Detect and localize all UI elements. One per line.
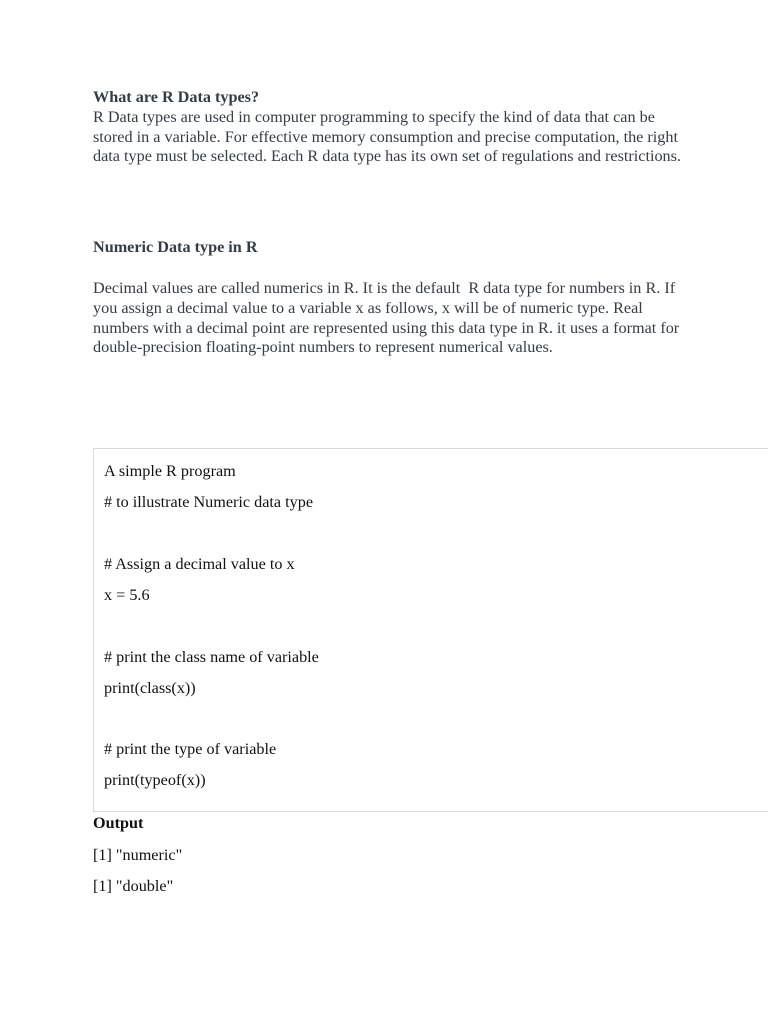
section-heading: What are R Data types? — [93, 88, 260, 106]
code-line: A simple R program — [104, 462, 236, 480]
output-line: [1] "double" — [93, 877, 174, 895]
code-line: # print the type of variable — [104, 740, 277, 758]
section-paragraph-numeric: Decimal values are called numerics in R. It is the default R data type for numbers in R. If you assign a decimal value to a variable x as follows, x will be of numeric type. Real numbers with a decimal point are represented using this data type in R. it uses a format for double-precision floating-point numbers to represent numerical values. — [93, 279, 684, 357]
code-line: print(class(x)) — [104, 679, 196, 697]
section-what-are-r-data-types — [93, 88, 693, 167]
section-paragraph: R Data types are used in computer programming to specify the kind of data that can be stored in a variable. For effective memory consumption and precise computation, the right data type must be selected. Each R data type has its own set of regulations and restrictions. — [93, 107, 683, 166]
output-label: Output — [93, 814, 144, 832]
section-heading-numeric: Numeric Data type in R — [93, 238, 258, 256]
code-line: # to illustrate Numeric data type — [104, 493, 314, 511]
code-line: x = 5.6 — [104, 586, 150, 604]
code-line: # print the class name of variable — [104, 648, 319, 666]
code-block — [93, 448, 768, 812]
output-line: [1] "numeric" — [93, 846, 183, 864]
code-line: print(typeof(x)) — [104, 771, 206, 789]
code-line: # Assign a decimal value to x — [104, 555, 295, 573]
